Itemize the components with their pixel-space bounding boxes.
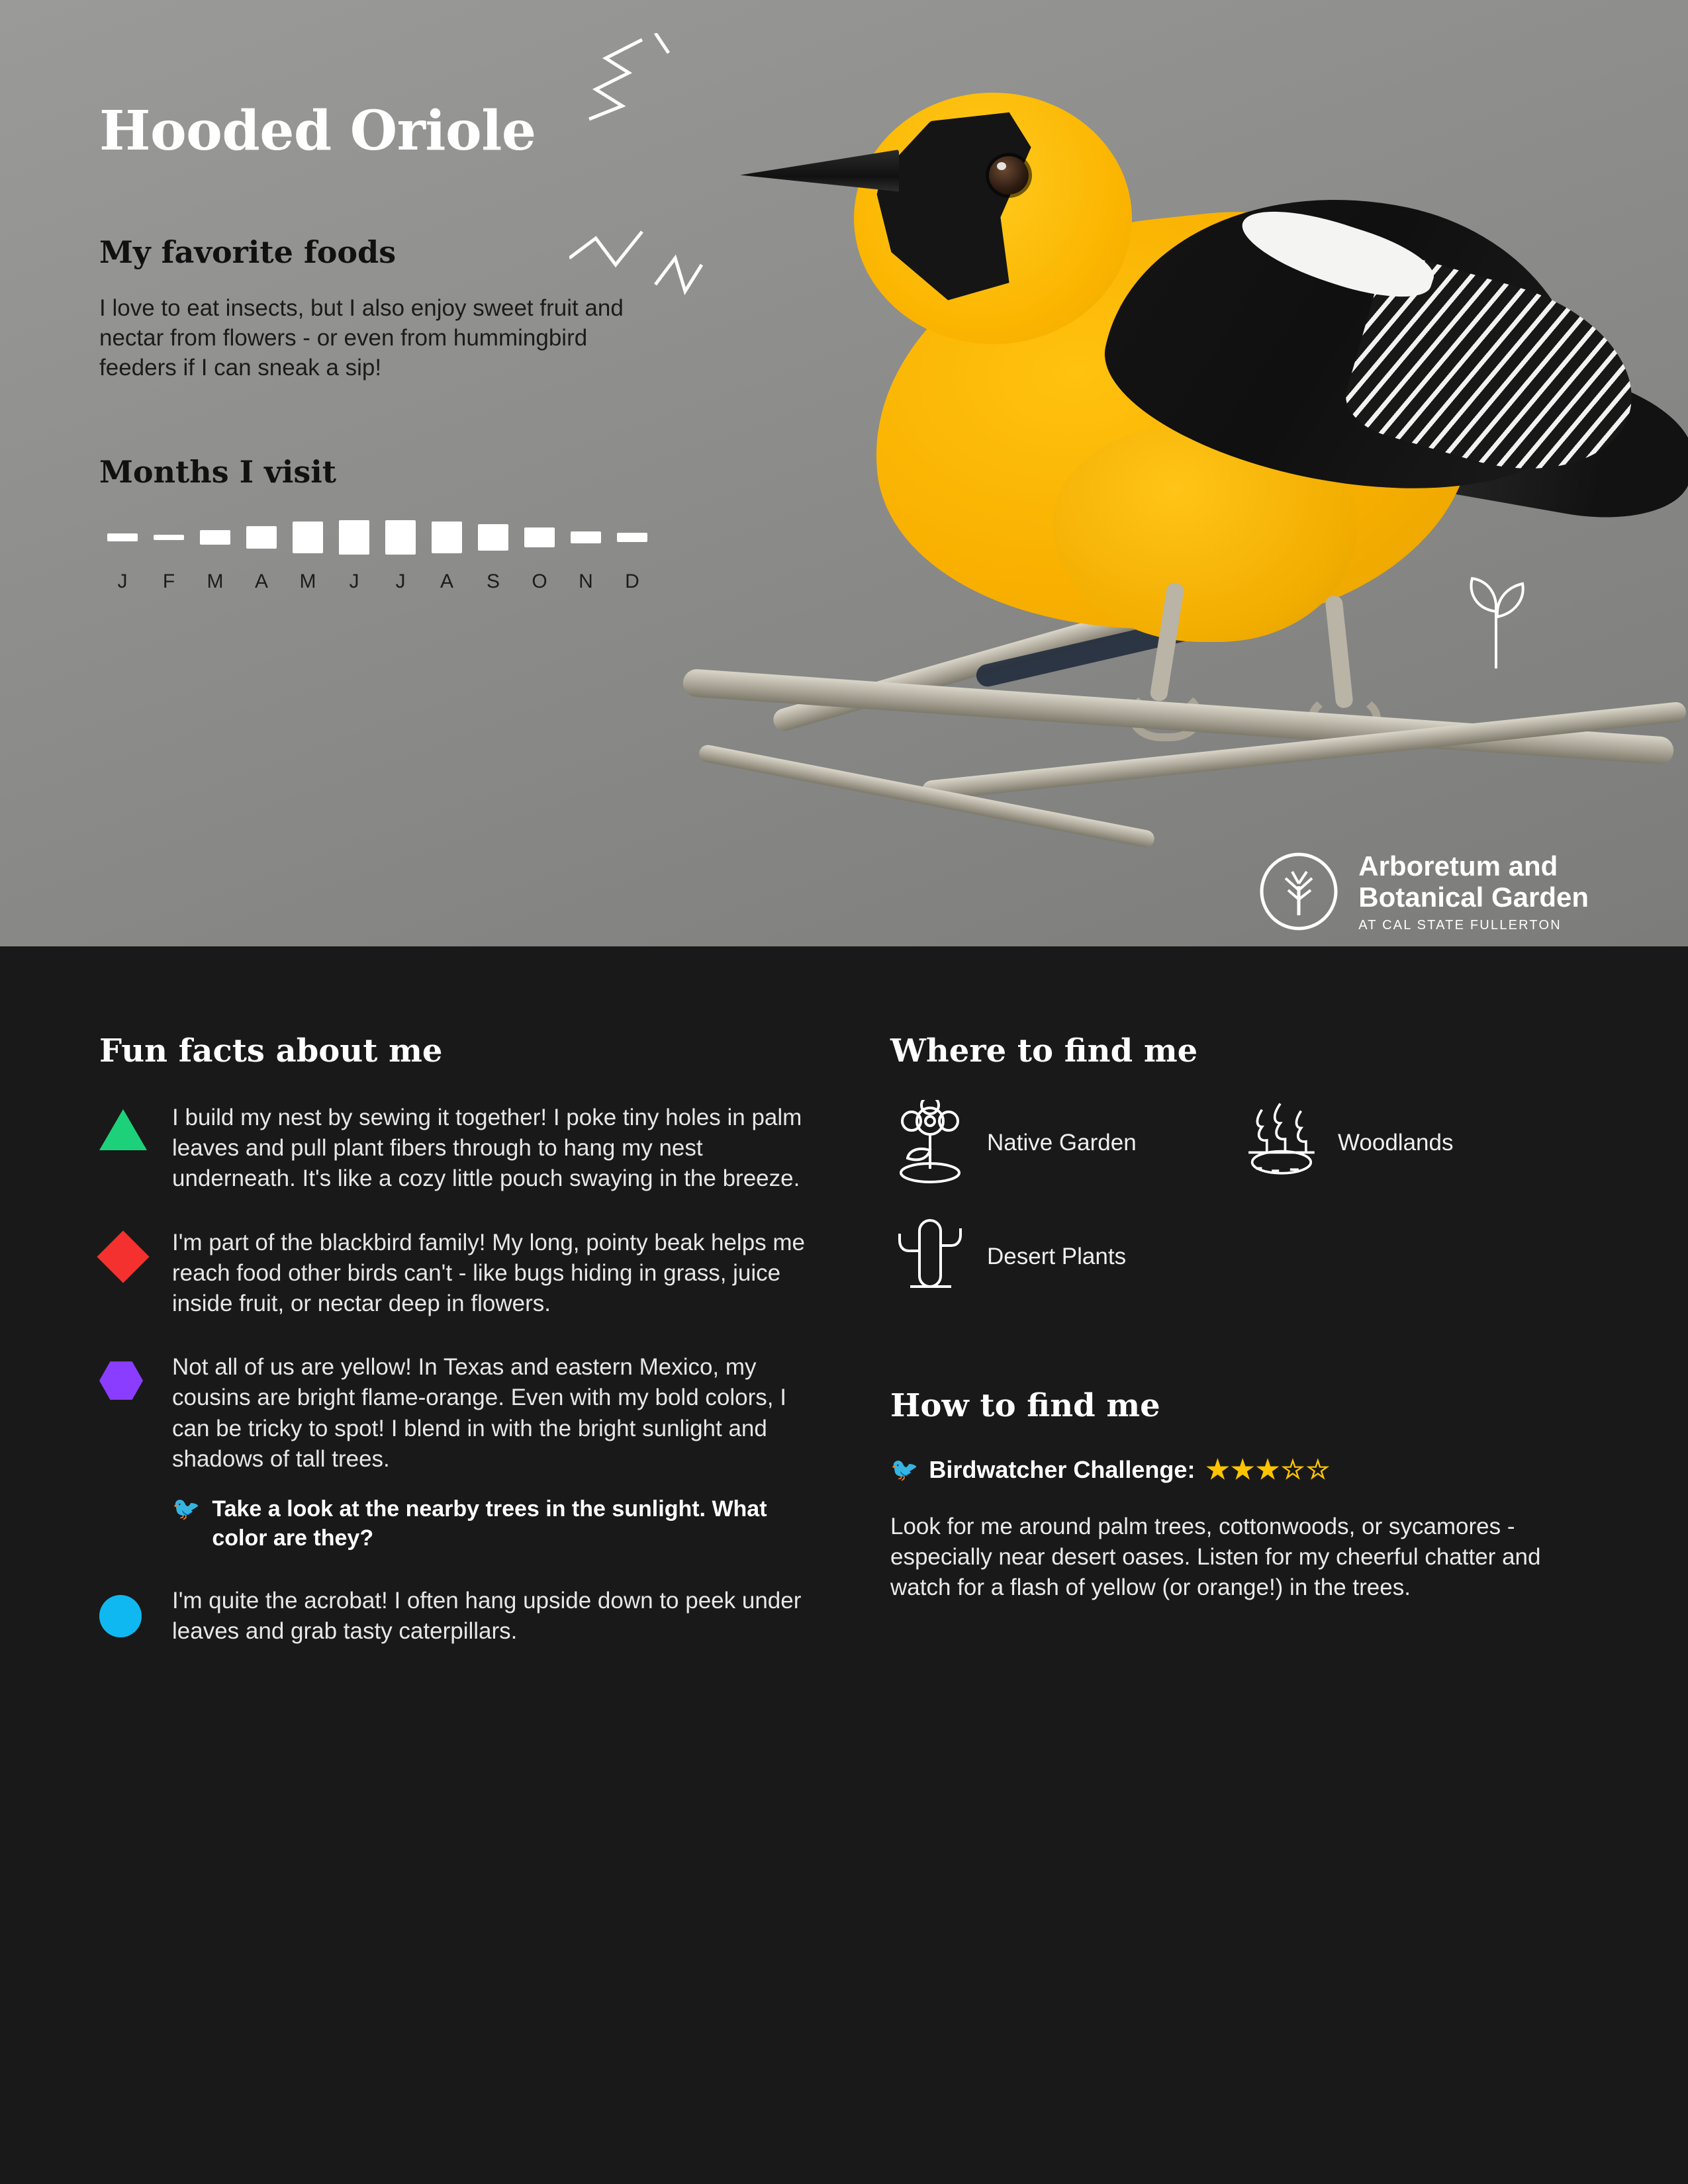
month-bar-cell (424, 522, 470, 553)
month-bar-cell (285, 522, 331, 553)
fun-fact-text: Not all of us are yellow! In Texas and eastern Mexico, my cousins are bright flame-orange. Even with my bold colors, I can be tricky to spot! I blend in with the bright sunlight and shadows of tall trees. (172, 1354, 786, 1472)
month-bar (571, 531, 601, 543)
fun-facts-heading: Fun facts about me (99, 1032, 443, 1069)
fun-facts-column (99, 1032, 827, 1647)
month-bar-cell (609, 533, 655, 542)
month-bar-cell (377, 520, 424, 555)
month-bar (432, 522, 462, 553)
fun-fact-text: I build my nest by sewing it together! I poke tiny holes in palm leaves and pull plant fibers through to hang my nest underneath. It's like a cozy little pouch swaying in the breeze. (172, 1105, 802, 1192)
logo-text (1358, 850, 1589, 933)
months-chart (99, 519, 655, 593)
logo-line-1: Arboretum and (1358, 850, 1558, 882)
months-bars (99, 519, 655, 556)
month-label: D (625, 570, 639, 593)
month-bar (478, 524, 508, 551)
challenge-label: Birdwatcher Challenge: (929, 1456, 1196, 1483)
hero-section (0, 0, 1688, 946)
fun-fact-item (99, 1103, 827, 1195)
month-label: M (299, 570, 316, 593)
bird-leg (1325, 595, 1354, 709)
month-label: M (207, 570, 224, 593)
fun-fact-body (172, 1586, 827, 1647)
month-label: J (117, 570, 128, 593)
month-bar (524, 527, 555, 547)
place-label: Desert Plants (987, 1244, 1127, 1269)
month-label: F (162, 570, 175, 593)
month-bar-cell (99, 533, 146, 541)
fun-facts-list (99, 1103, 827, 1647)
flower-icon (890, 1100, 970, 1186)
fun-fact-item (99, 1228, 827, 1320)
month-label: N (579, 570, 593, 593)
how-to-find-section (890, 1387, 1592, 1604)
place-label: Native Garden (987, 1130, 1137, 1156)
hexagon-bullet-icon (99, 1352, 147, 1553)
month-label: A (440, 570, 453, 593)
hooded-oriole-illustration (655, 0, 1688, 946)
month-bar (154, 535, 184, 540)
place-item (890, 1100, 1241, 1186)
place-item (1241, 1100, 1592, 1186)
fun-fact-item (99, 1586, 827, 1647)
logo-line-2: Botanical Garden (1358, 881, 1589, 913)
leaf-sprig-icon (1450, 569, 1542, 668)
month-label: O (532, 570, 547, 593)
bird-icon: 🐦 (172, 1496, 201, 1522)
birdwatcher-challenge (890, 1455, 1592, 1485)
month-label: J (349, 570, 359, 593)
month-bar (246, 526, 277, 549)
fun-fact-item (99, 1352, 827, 1553)
month-bar-cell (331, 520, 377, 555)
month-bar-cell (516, 527, 563, 547)
favorite-foods-text: I love to eat insects, but I also enjoy sweet fruit and nectar from flowers - or even from hummingbird feeders if I can sneak a sip! (99, 295, 624, 381)
hero-text-block (99, 99, 695, 593)
month-label: S (486, 570, 500, 593)
diamond-shape (97, 1230, 149, 1283)
month-bar (200, 530, 230, 545)
how-to-find-heading: How to find me (890, 1387, 1160, 1424)
fun-fact-body (172, 1228, 827, 1320)
fun-fact-body (172, 1103, 827, 1195)
place-item (890, 1214, 1592, 1300)
branch (698, 743, 1156, 848)
diamond-bullet-icon (99, 1228, 147, 1320)
triangle-shape (99, 1109, 147, 1150)
months-labels (99, 570, 655, 593)
woodlands-icon (1241, 1100, 1321, 1186)
cactus-icon (890, 1214, 970, 1300)
place-label: Woodlands (1338, 1130, 1454, 1156)
month-label: J (395, 570, 406, 593)
month-bar (339, 520, 369, 555)
month-bar-cell (470, 524, 516, 551)
month-label: A (254, 570, 268, 593)
fun-fact-text: I'm quite the acrobat! I often hang upside down to peek under leaves and grab tasty caterpillars. (172, 1588, 802, 1645)
logo-line-3: AT CAL STATE FULLERTON (1358, 918, 1562, 933)
fun-fact-tip-text: Take a look at the nearby trees in the sunlight. What color are they? (212, 1496, 767, 1551)
month-bar (293, 522, 323, 553)
month-bar (617, 533, 647, 542)
find-me-column (890, 1032, 1592, 1604)
circle-shape (99, 1595, 142, 1637)
month-bar (107, 533, 138, 541)
month-bar-cell (146, 535, 192, 540)
hexagon-shape (99, 1361, 143, 1400)
fun-fact-text: I'm part of the blackbird family! My long, pointy beak helps me reach food other birds can't - like bugs hiding in grass, juice inside fruit, or nectar deep in flowers. (172, 1229, 806, 1316)
fun-fact-tip (172, 1494, 827, 1553)
month-bar-cell (563, 531, 609, 543)
how-to-find-text: Look for me around palm trees, cottonwoods, or sycamores - especially near desert oases. Listen for my cheerful chatter and watch for a flash of yellow (or orange!) in the trees. (890, 1514, 1541, 1601)
organization-logo (1259, 850, 1589, 933)
month-bar (385, 520, 416, 555)
circle-bullet-icon (99, 1586, 147, 1647)
bird-eye (989, 156, 1029, 195)
month-bar-cell (192, 530, 238, 545)
page-title: Hooded Oriole (99, 99, 536, 163)
bird-icon: 🐦 (890, 1457, 919, 1482)
places-list (890, 1100, 1592, 1328)
months-heading: Months I visit (99, 454, 337, 490)
fun-fact-body (172, 1352, 827, 1553)
challenge-stars: ★★★☆☆ (1205, 1455, 1331, 1484)
month-bar-cell (238, 526, 285, 549)
tree-circle-icon (1259, 852, 1338, 931)
favorite-foods-heading: My favorite foods (99, 234, 397, 270)
triangle-bullet-icon (99, 1103, 147, 1195)
where-to-find-heading: Where to find me (890, 1032, 1198, 1069)
